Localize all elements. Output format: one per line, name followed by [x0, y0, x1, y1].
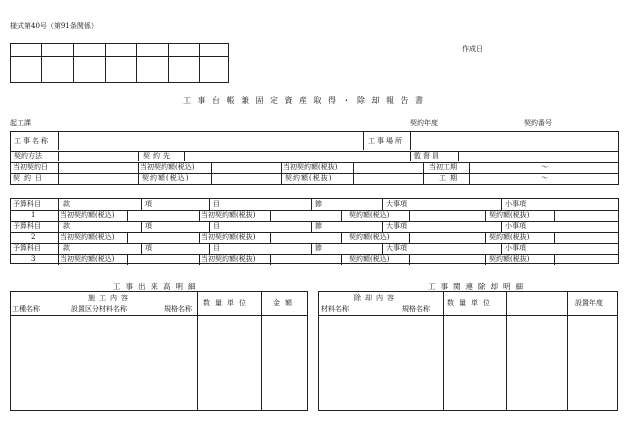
qty-unit-header: 数量単位: [203, 299, 251, 307]
moku-label: 目: [213, 200, 220, 208]
origin-dept-label: 起工課: [10, 119, 31, 127]
budget-block-number: 1: [31, 211, 36, 219]
contract-method-label: 契約方法: [14, 152, 42, 160]
budget-item-label: 予算科目: [13, 222, 41, 230]
amount-incl-label: 契約額(税込): [142, 174, 190, 182]
moku-label: 目: [213, 222, 220, 230]
budget-initial-excl-label: 当初契約額(税抜): [201, 211, 256, 219]
contract-no-label: 契約番号: [524, 119, 552, 127]
budget-amount-excl-label: 契約額(税抜): [489, 211, 530, 219]
disposal-spec-header: 規格名称: [402, 305, 430, 313]
created-date-label: 作成日: [462, 45, 483, 53]
contract-date-label: 契約日: [13, 174, 46, 182]
budget-block-number: 2: [31, 233, 36, 241]
setsu-label: 節: [315, 244, 322, 252]
budget-initial-excl-label: 当初契約額(税抜): [201, 255, 256, 263]
initial-period-tilde: ～: [541, 163, 548, 171]
budget-initial-incl-label: 当初契約額(税込): [60, 211, 115, 219]
moku-label: 目: [213, 244, 220, 252]
budget-block-number: 3: [31, 255, 36, 263]
left-section-title: 工事出来高明細: [113, 282, 201, 291]
install-year-header: 設置年度: [575, 299, 603, 307]
daijikou-label: 大事項: [386, 222, 407, 230]
budget-items-table: [10, 198, 619, 264]
budget-amount-incl-label: 契約額(税込): [349, 233, 390, 241]
page-title: 工事台帳兼固定資産取得・除却報告書: [183, 96, 430, 105]
kan-label: 款: [63, 244, 70, 252]
budget-initial-incl-label: 当初契約額(税込): [60, 255, 115, 263]
contract-year-label: 契約年度: [410, 119, 438, 127]
budget-amount-incl-label: 契約額(税込): [349, 211, 390, 219]
contractor-label: 契約先: [143, 152, 173, 160]
setsu-label: 節: [315, 200, 322, 208]
budget-initial-incl-label: 当初契約額(税込): [60, 233, 115, 241]
work-content-header: 施工内容: [88, 294, 132, 302]
budget-item-label: 予算科目: [13, 244, 41, 252]
kou-label: 項: [145, 222, 152, 230]
initial-contract-date-label: 当初契約日: [13, 163, 48, 171]
disposal-detail-table: [318, 291, 618, 411]
budget-initial-excl-label: 当初契約額(税抜): [201, 233, 256, 241]
form-id: 様式第40号（第91条関係）: [10, 22, 98, 30]
right-section-title: 工事関連除却明細: [428, 282, 528, 291]
initial-amount-excl-label: 当初契約額(税抜): [283, 163, 338, 171]
kou-label: 項: [145, 200, 152, 208]
daijikou-label: 大事項: [386, 200, 407, 208]
shoujikou-label: 小事項: [505, 222, 526, 230]
supervisor-label: 監督員: [414, 152, 441, 160]
daijikou-label: 大事項: [386, 244, 407, 252]
amount-excl-label: 契約額(税抜): [285, 174, 333, 182]
disposal-content-header: 除却内容: [354, 294, 398, 302]
setsu-label: 節: [315, 222, 322, 230]
kou-label: 項: [145, 244, 152, 252]
construction-output-table: [10, 291, 308, 411]
period-tilde: ～: [541, 174, 548, 182]
disposal-qty-unit-header: 数量単位: [447, 299, 495, 307]
budget-amount-excl-label: 契約額(税抜): [489, 233, 530, 241]
material-name-header: 材料名称: [321, 305, 349, 313]
initial-amount-incl-label: 当初契約額(税込): [140, 163, 195, 171]
budget-amount-incl-label: 契約額(税込): [349, 255, 390, 263]
work-type-header: 工種名称: [12, 305, 40, 313]
shoujikou-label: 小事項: [505, 200, 526, 208]
contract-info-table: [10, 131, 619, 185]
initial-period-label: 当初工期: [429, 163, 457, 171]
shoujikou-label: 小事項: [505, 244, 526, 252]
approval-stamp-boxes: [10, 43, 229, 83]
budget-item-label: 予算科目: [13, 200, 41, 208]
kan-label: 款: [63, 222, 70, 230]
spec-header: 規格名称: [164, 305, 192, 313]
construction-name-label: 工事名称: [14, 137, 50, 145]
construction-site-label: 工事場所: [368, 137, 404, 145]
kan-label: 款: [63, 200, 70, 208]
period-label: 工期: [439, 174, 461, 182]
budget-amount-excl-label: 契約額(税抜): [489, 255, 530, 263]
material-header: 設置区分材料名称: [71, 305, 127, 313]
amount-header: 金額: [273, 299, 297, 307]
